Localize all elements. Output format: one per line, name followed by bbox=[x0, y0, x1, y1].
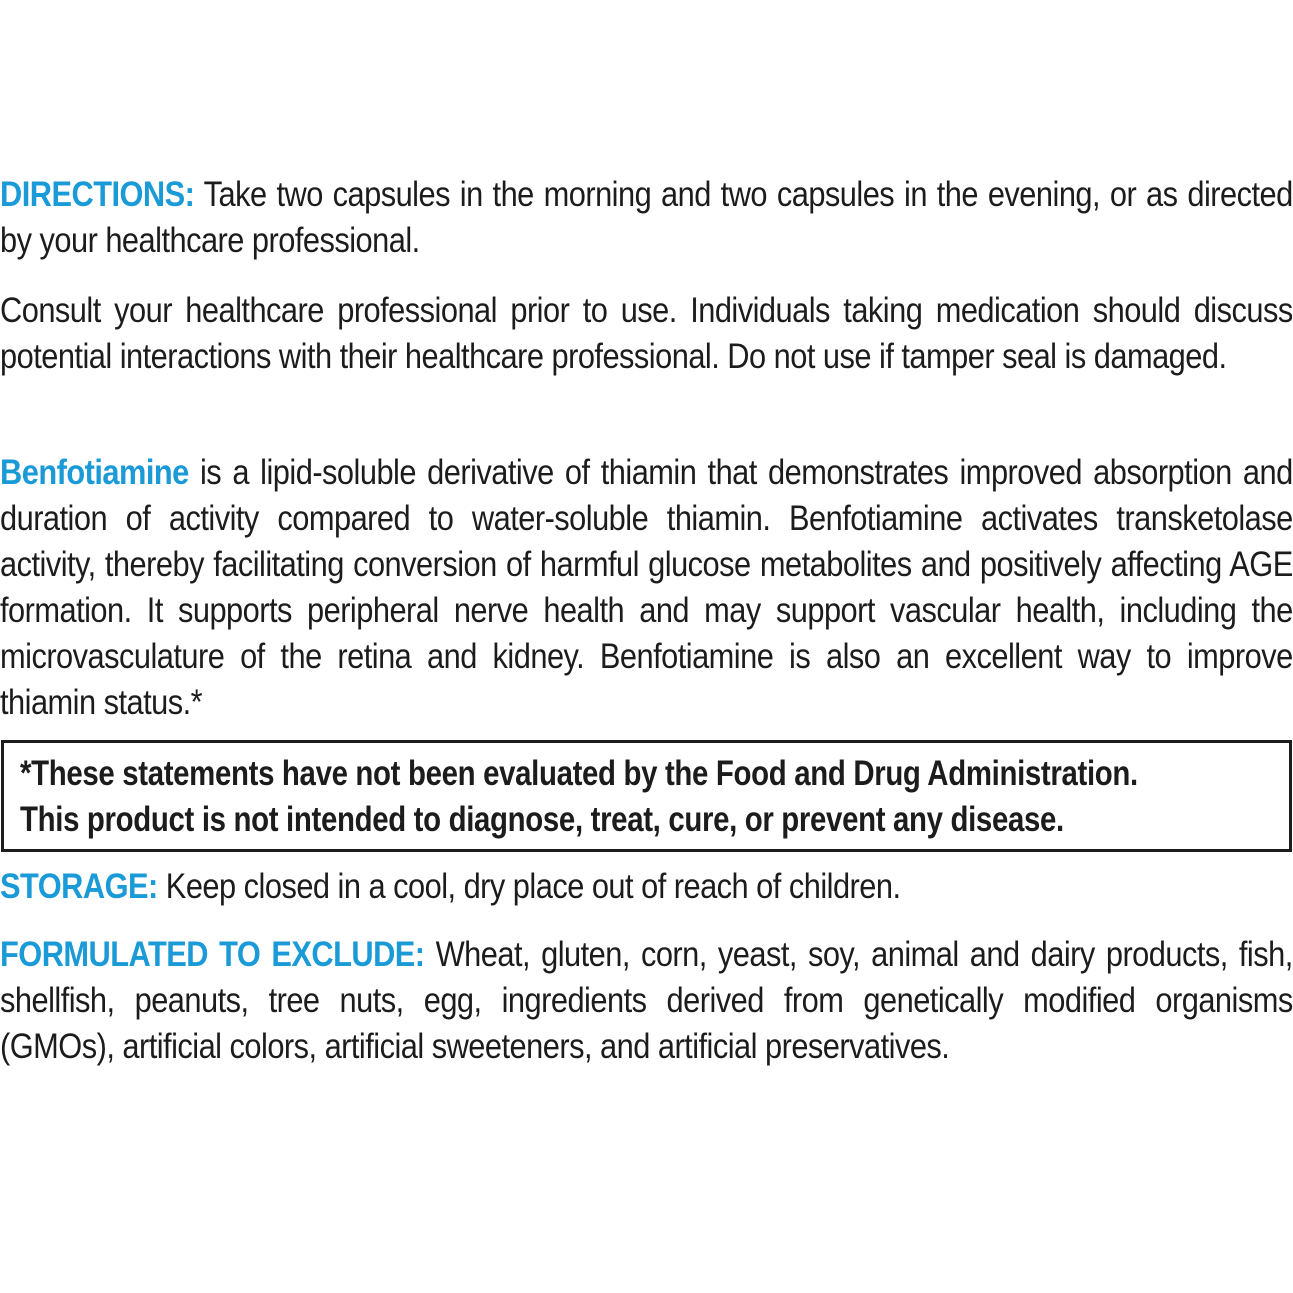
benfotiamine-description bbox=[0, 450, 1293, 726]
warning-paragraph: Consult your healthcare professional prior to use. Individuals taking medication should discuss potential interactions with their healthcare professional. Do not use if tamper seal is damaged. bbox=[0, 291, 1293, 376]
exclude-heading: FORMULATED TO EXCLUDE: bbox=[0, 935, 425, 974]
storage-paragraph bbox=[0, 864, 1293, 910]
fda-disclaimer-text bbox=[20, 751, 1280, 843]
directions-text: Take two capsules in the morning and two capsules in the evening, or as directed by your healthcare professional. bbox=[0, 175, 1293, 260]
fda-disclaimer-box bbox=[1, 740, 1292, 852]
storage-text: Keep closed in a cool, dry place out of reach of children. bbox=[157, 867, 901, 906]
directions-paragraph bbox=[0, 172, 1293, 264]
disclaimer-line-1: *These statements have not been evaluated by the Food and Drug Administration. bbox=[20, 754, 1138, 793]
benfotiamine-text: is a lipid-soluble derivative of thiamin that demonstrates improved absorption and duration of activity compared to water-soluble thiamin. Benfotiamine activates transketolase activity, thereby facilitating conversion of harmful glucose metabolites and positively affecting AGE formation. It supports peripheral nerve health and may support vascular health, including the microvasculature of the retina and kidney. Benfotiamine is also an excellent way to improve thiamin status.* bbox=[0, 453, 1293, 722]
disclaimer-line-2: This product is not intended to diagnose, treat, cure, or prevent any disease. bbox=[20, 800, 1064, 839]
formulated-to-exclude-paragraph bbox=[0, 932, 1293, 1070]
exclude-text: Wheat, gluten, corn, yeast, soy, animal and dairy products, fish, shellfish, peanuts, tree nuts, egg, ingredients derived from genetically modified organisms (GMOs), artificial colors, artificial sweeteners, and artificial preservatives. bbox=[0, 935, 1293, 1066]
directions-heading: DIRECTIONS: bbox=[0, 175, 195, 214]
storage-heading: STORAGE: bbox=[0, 867, 158, 906]
benfotiamine-heading: Benfotiamine bbox=[0, 453, 189, 492]
